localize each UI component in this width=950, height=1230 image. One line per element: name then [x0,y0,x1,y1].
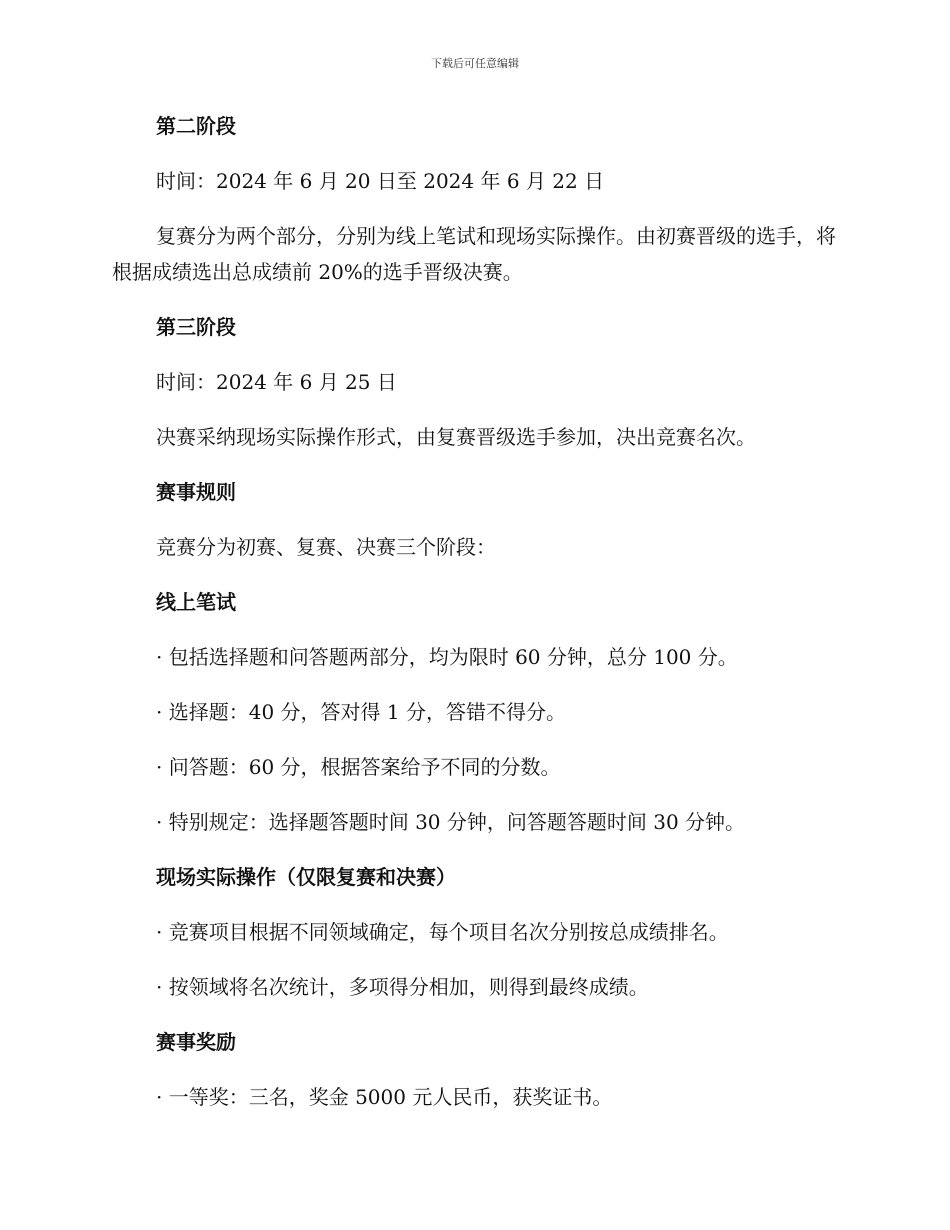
paragraph: 决赛采纳现场实际操作形式，由复赛晋级选手参加，决出竞赛名次。 [156,425,756,449]
paragraph: 复赛分为两个部分，分别为线上笔试和现场实际操作。由初赛晋级的选手，将根据成绩选出总成绩前 20%的选手晋级决赛。 [112,224,836,284]
bullet-item: · 一等奖：三名，奖金 5000 元人民币，获奖证书。 [156,1085,613,1109]
document-body [112,108,838,1134]
section-heading: 赛事规则 [156,480,236,504]
bullet-item: · 按领域将名次统计，多项得分相加，则得到最终成绩。 [156,975,649,999]
section-heading: 第三阶段 [156,315,236,339]
section-heading: 赛事奖励 [156,1030,236,1054]
bullet-item: · 问答题：60 分，根据答案给予不同的分数。 [156,755,561,779]
bullet-item: · 选择题：40 分，答对得 1 分，答错不得分。 [156,700,566,724]
paragraph: 竞赛分为初赛、复赛、决赛三个阶段： [156,535,496,559]
section-heading: 线上笔试 [156,590,236,614]
bullet-item: · 特别规定：选择题答题时间 30 分钟，问答题答题时间 30 分钟。 [156,810,746,834]
section-heading: 现场实际操作（仅限复赛和决赛） [156,865,456,889]
page-header-watermark: 下载后可任意编辑 [431,57,519,70]
bullet-item: · 包括选择题和问答题两部分，均为限时 60 分钟，总分 100 分。 [156,645,738,669]
bullet-item: · 竞赛项目根据不同领域确定，每个项目名次分别按总成绩排名。 [156,920,729,944]
paragraph: 时间：2024 年 6 月 20 日至 2024 年 6 月 22 日 [156,169,605,193]
section-heading: 第二阶段 [156,114,236,138]
paragraph: 时间：2024 年 6 月 25 日 [156,370,397,394]
